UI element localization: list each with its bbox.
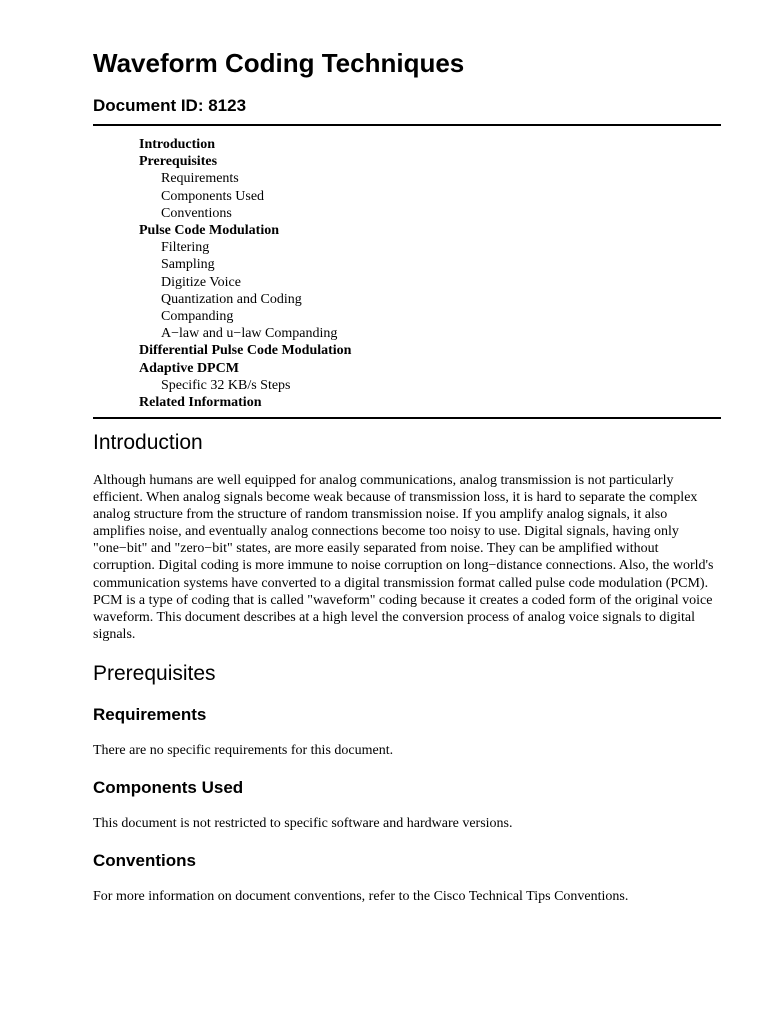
toc-link-components-used[interactable]: Components Used <box>161 188 265 204</box>
conventions-paragraph: For more information on document conventions, refer to the Cisco Technical Tips Conventions. <box>93 889 629 904</box>
introduction-heading: Introduction <box>93 431 203 454</box>
requirements-paragraph: There are no specific requirements for this document. <box>93 743 394 758</box>
toc-link-conventions[interactable]: Conventions <box>161 205 232 221</box>
requirements-heading: Requirements <box>93 705 207 724</box>
toc-link-digitize-voice[interactable]: Digitize Voice <box>161 274 241 290</box>
conventions-heading: Conventions <box>93 851 196 870</box>
table-of-contents <box>139 136 351 411</box>
toc-link-quantization-and-coding[interactable]: Quantization and Coding <box>161 291 302 307</box>
toc-link-adaptive-dpcm[interactable]: Adaptive DPCM <box>139 360 239 376</box>
document-id: Document ID: 8123 <box>93 96 247 115</box>
toc-link-filtering[interactable]: Filtering <box>161 240 210 256</box>
toc-link-specific-32kbs-steps[interactable]: Specific 32 KB/s Steps <box>161 377 291 393</box>
toc-top-divider <box>93 124 721 126</box>
toc-link-introduction[interactable]: Introduction <box>139 137 215 152</box>
toc-link-prerequisites[interactable]: Prerequisites <box>139 154 218 170</box>
document-title: Waveform Coding Techniques <box>93 48 465 78</box>
toc-link-a-law-u-law-companding[interactable]: A−law and u−law Companding <box>161 326 338 342</box>
components-used-heading: Components Used <box>93 778 244 797</box>
toc-link-requirements[interactable]: Requirements <box>161 171 239 187</box>
toc-link-related-information[interactable]: Related Information <box>139 395 262 411</box>
toc-link-sampling[interactable]: Sampling <box>161 257 215 273</box>
introduction-paragraph: Although humans are well equipped for analog communications, analog transmission is not particularly efficient. When analog signals become weak because of transmission loss, it is hard to separate the complex analog structure from the structure of random transmission noise. If you amplify analog signals, it also amplifies noise, and eventually analog connections become too noisy to use. Digital signals, having only "one−bit" and "zero−bit" states, are more easily separated from noise. They can be amplified without corruption. Digital coding is more immune to noise corruption on long−distance connections. Also, the world's communication systems have converted to a digital transmission format called pulse code modulation (PCM). PCM is a type of coding that is called "waveform" coding because it creates a coded form of the original voice waveform. This document describes at a high level the conversion process of analog voice signals to digital signals. <box>93 473 714 642</box>
toc-link-differential-pcm[interactable]: Differential Pulse Code Modulation <box>139 343 352 359</box>
toc-link-companding[interactable]: Companding <box>161 309 234 325</box>
toc-bottom-divider <box>93 417 721 419</box>
prerequisites-heading: Prerequisites <box>93 662 216 685</box>
toc-link-pulse-code-modulation[interactable]: Pulse Code Modulation <box>139 223 280 239</box>
components-used-paragraph: This document is not restricted to specific software and hardware versions. <box>93 816 513 831</box>
